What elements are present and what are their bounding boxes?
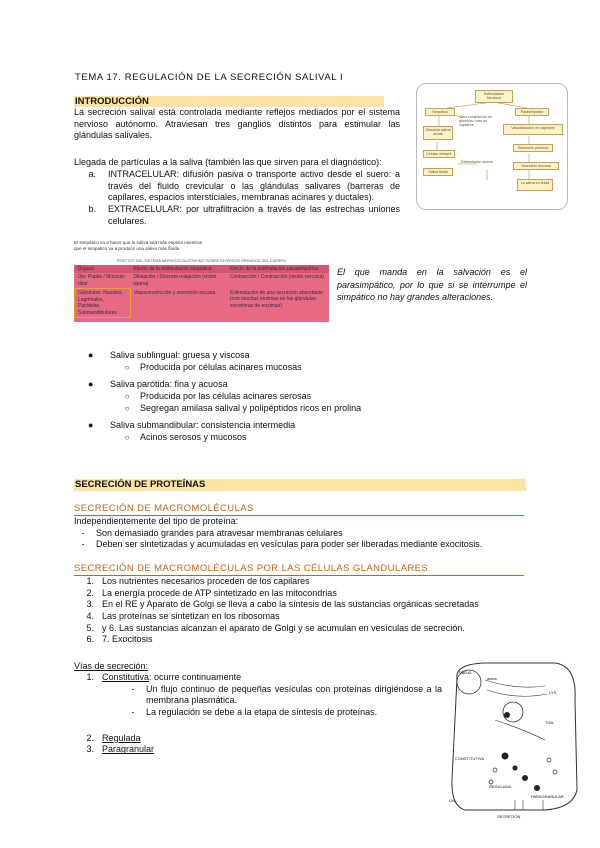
list-item: - Deben ser sintetizadas y acumuladas en vesículas para poder ser liberadas mediante exocitosis. <box>81 539 483 550</box>
cell-label: Vacuo <box>459 670 472 675</box>
diagram-box: La saliva es fluida <box>517 179 553 191</box>
cell-label: PARAGRANULAR <box>531 794 564 799</box>
diagram-box: Vasodilatación en capilares <box>503 124 563 135</box>
pathway-sub: - La regulación se debe a la etapa de síntesis de proteínas. <box>131 707 378 718</box>
diagram-box: Saliva fluida <box>423 168 453 176</box>
diagram-box: Parasimpático <box>515 108 549 116</box>
cell-secretion-diagram <box>445 660 583 820</box>
table-header: Órgano <box>77 265 95 272</box>
particles-item: a. INTRACELULAR: difusión pasiva o transporte activo desde el suero: a través del fluido crevicular o las glándulas salivares (barreras de capilares, espacios intersticiales, membranas acinares y ductales). <box>88 169 400 203</box>
list-item: 3. En el RE y Aparato de Golgi se lleva a cabo la síntesis de las sustancias orgánicas secretadas <box>86 599 479 610</box>
pathway-item: 1. Constitutiva: ocurre continuamente <box>86 672 242 682</box>
macro-section <box>74 516 524 551</box>
pathway-item: 2. Regulada <box>86 732 141 743</box>
pathway-item: 3. Paragranular <box>86 744 155 755</box>
list-item: 2. La energía procede de ATP sintetizado en las mitocondrias <box>86 587 337 598</box>
pathways-list <box>74 672 442 756</box>
cell-label: ácina <box>487 676 497 681</box>
diagram-box: Glándula salival acinar <box>423 126 453 140</box>
particles-item: b. EXTRACELULAR: por ultrafiltración a través de las estrechas uniones celulares. <box>88 204 400 226</box>
table-row: Glándulas: Nasales, Lagrimales, Parótidas, Submandibulares Vasoconstricción y secreción escasa Estimulación de una secreción abundante (con muchas enzimas en las glándulas secretoras de enzimas) <box>75 289 329 318</box>
pathways-heading: Vías de secreción: <box>74 661 149 671</box>
macro-cells-list <box>74 576 524 646</box>
nervous-diagram <box>416 83 568 210</box>
table-header: Efecto de la estimulación simpática <box>133 265 212 272</box>
table-caption: EFECTOS DEL SISTEMA NERVIOSO AUTÓNOMO SOBRE DIVERSOS ÓRGANOS DEL CUERPO <box>74 258 329 265</box>
diagram-box: Estimulación Nerviosa <box>475 90 513 103</box>
gland-item: ● Saliva sublingual: gruesa y viscosa ○ Producida por células acinares mucosas <box>88 350 302 372</box>
cell-label: SECRETION <box>497 814 521 819</box>
glands-list <box>88 350 488 444</box>
diagram-box: Secreción mucosa <box>513 162 559 170</box>
cell-label: REGULADA <box>489 784 512 789</box>
page-title: TEMA 17. REGULACIÓN DE LA SECRECIÓN SALIVAL I <box>75 72 344 83</box>
diagram-box: Secreción proteica <box>513 144 553 152</box>
gland-item: ● Saliva submandibular: consistencia intermedia ○ Acinos serosos y mucosos <box>88 420 296 443</box>
proteins-heading: SECRECIÓN DE PROTEÍNAS <box>74 479 526 491</box>
intro-heading: INTRODUCCIÓN <box>74 96 384 107</box>
diagram-text: Vaso constricción en glándula / vías en capilares <box>459 115 492 128</box>
cell-label: TGN <box>545 720 554 725</box>
table-row: Ojo: Pupila / Músculo ciliar Dilatación / Discreta relajación (visión lejana) Contracción / Contracción (visión cercana) <box>77 274 325 287</box>
macro-intro: Independientemente del tipo de proteína: <box>74 516 239 526</box>
table-note: El simpático va a hacer que la saliva sea más espesa mientras que el simpático va a producir una saliva más fluida <box>74 240 202 251</box>
list-item: - Son demasiado grandes para atravesar membranas celulares <box>81 527 343 538</box>
macro-cells-heading: SECRECIÓN DE MACROMOLÉCULAS POR LAS CÉLULAS GLANDULARES <box>74 563 524 576</box>
pathway-sub: - Un flujo continuo de pequeñas vesículas con proteínas dirigiéndose a la membrana plasmática. <box>131 683 442 706</box>
list-item: 4. Las proteínas se sintetizan en los ribosomas <box>86 611 280 622</box>
table-header: Efecto de la estimulación parasimpática <box>229 265 318 272</box>
autonomic-table <box>74 258 329 322</box>
diagram-box: Simpático <box>425 108 455 116</box>
list-item: 1. Los nutrientes necesarios proceden de los capilares <box>86 576 310 586</box>
list-item: 5. y 6. Las sustancias alcanzan el aparato de Golgi y se acumulan en vesículas de secreción. <box>86 622 465 633</box>
diagram-text: Estimulación ácinos <box>461 160 493 164</box>
gland-item: ● Saliva parótida: fina y acuosa ○ Producida por las células acinares serosas ○ Segregan amilasa salival y polipéptidos ricos en prolina <box>88 379 362 413</box>
particles-list <box>74 169 400 227</box>
table-header-row <box>75 265 329 274</box>
table-body <box>74 265 329 319</box>
intro-paragraph: La secreción salival está controlada mediante reflejos mediados por el sistema nervioso autónomo. Atraviesan tres ganglios distintos para estimular las glándulas salivales. <box>74 107 400 141</box>
diagram-box: Células mioepit. <box>423 150 455 158</box>
macro-heading: SECRECIÓN DE MACROMOLÉCULAS <box>74 503 524 516</box>
side-note: El que manda en la salvación es el parasimpático, por lo que si se interrumpe el simpático no hay grandes alteraciones. <box>337 267 527 303</box>
cell-label: LYS <box>549 690 557 695</box>
particles-heading: Llegada de partículas a la saliva (también las que sirven para el diagnóstico): <box>74 157 382 167</box>
cell-label: CONSTITUTIVA <box>455 756 485 761</box>
cell-label: LM <box>449 798 455 803</box>
list-item: 6. 7. Exocitosis <box>86 634 153 645</box>
